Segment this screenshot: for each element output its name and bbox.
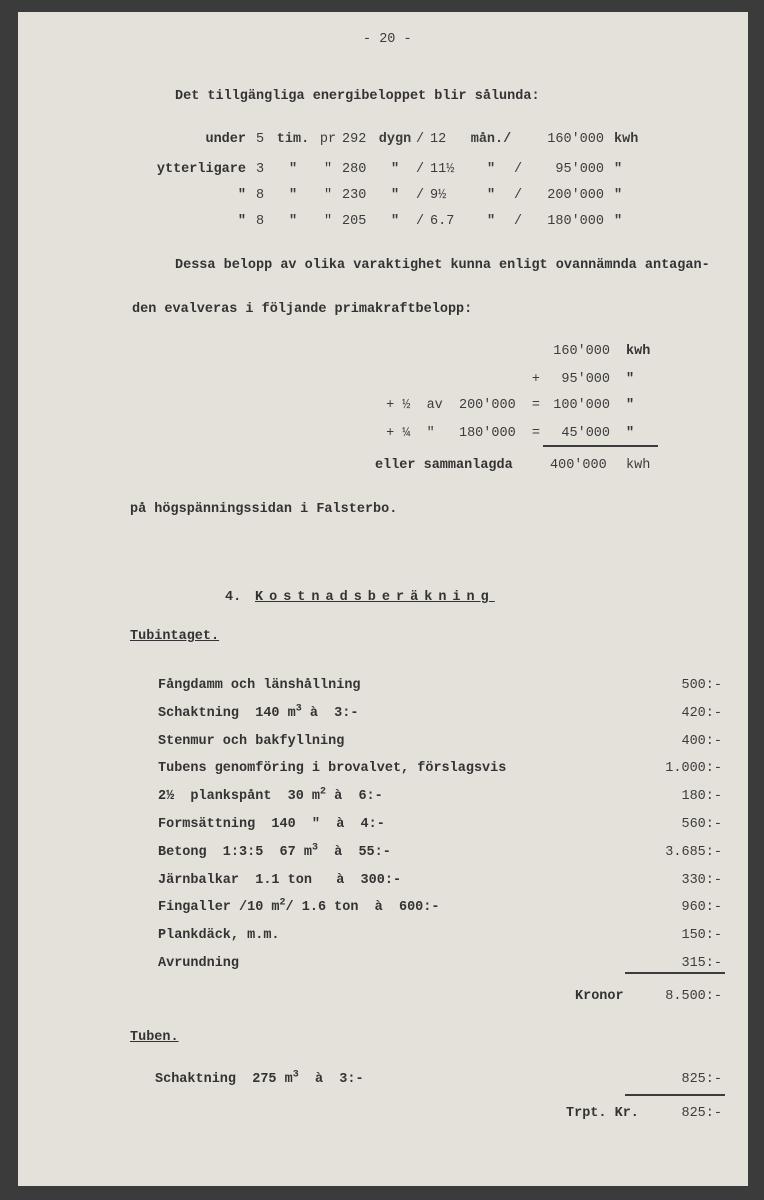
cost-item-text: à 3:- (298, 1072, 364, 1087)
sum-operand: + ¼ " 180'000 = (386, 426, 540, 441)
subheading-tuben: Tuben. (130, 1030, 179, 1045)
cost-item-amount: 3.685:- (665, 844, 722, 860)
sum-value: 45'000 (561, 426, 610, 441)
pr: pr (319, 132, 337, 147)
hours-unit: " (288, 162, 298, 177)
days: 292 (342, 132, 367, 147)
months-unit: " (486, 162, 496, 177)
cost-item-text: Betong 1:3:5 67 m (158, 844, 312, 860)
unit-exponent: 3 (292, 1069, 299, 1081)
days-unit: " (390, 188, 400, 203)
kwh-value: 160'000 (547, 132, 604, 147)
months: 12 (430, 132, 447, 147)
sum-value: 95'000 (561, 372, 610, 387)
cost-item-desc (158, 734, 344, 750)
pr: " (323, 162, 333, 177)
pr: " (323, 188, 333, 203)
cost-item-amount: 1.000:- (665, 761, 722, 777)
cost-item-amount: 825:- (681, 1072, 722, 1087)
cost-item-text: / 1.6 ton à 600:- (285, 900, 440, 916)
kwh-unit: " (614, 188, 623, 203)
row-label: under (205, 132, 246, 147)
carry-label: Trpt. Kr. (566, 1106, 639, 1121)
row-label: " (237, 188, 246, 203)
slash: / (514, 188, 523, 203)
cost-item-text: à 6:- (326, 789, 383, 805)
cost-item-amount: 560:- (681, 817, 722, 832)
sum-value: 100'000 (553, 398, 610, 413)
sum-operand: + ½ av 200'000 = (386, 398, 540, 413)
months-unit: " (486, 188, 496, 203)
slash: / (416, 188, 425, 203)
cost-item-desc (158, 842, 391, 861)
months-unit: " (486, 214, 496, 229)
paragraph-line: den evalveras i följande primakraftbelopp: (132, 302, 473, 317)
section-number: 4. (225, 590, 242, 605)
slash: / (514, 214, 523, 229)
cost-item-text: à 55:- (317, 844, 391, 860)
unit-exponent: 2 (279, 897, 286, 909)
sum-value: 160'000 (553, 344, 610, 359)
months: 9½ (430, 188, 447, 203)
cost-item-desc (158, 786, 383, 805)
cost-item-text: Fångdamm och länshållning (158, 678, 361, 693)
cost-item-desc (158, 956, 239, 972)
cost-item-text: Schaktning 275 m (155, 1072, 293, 1087)
sum-operand: + (531, 372, 540, 387)
cost-item-text: Formsättning 140 " à 4:- (158, 817, 385, 832)
cost-item-desc (158, 817, 385, 833)
hours: 3 (256, 162, 265, 177)
page-number: - 20 - (363, 32, 412, 47)
kwh-value: 200'000 (547, 188, 604, 203)
hours-unit: " (288, 188, 298, 203)
sum-underline (543, 445, 658, 447)
months: 11½ (430, 162, 455, 177)
cost-item-text: Plankdäck, m.m. (158, 928, 280, 944)
energy-table-row (140, 162, 648, 178)
days-unit: " (390, 162, 400, 177)
cost-item-desc (155, 1069, 364, 1088)
kwh-value: 95'000 (555, 162, 604, 177)
hours-unit: " (288, 214, 298, 229)
cost-item-amount: 960:- (681, 900, 722, 916)
kwh-value: 180'000 (547, 214, 604, 229)
sum-unit: " (626, 426, 635, 441)
hours: 8 (256, 214, 265, 229)
section-title: Kostnadsberäkning (255, 590, 495, 605)
kwh-unit: kwh (614, 132, 639, 147)
subtotal-value: 8.500:- (665, 989, 722, 1004)
cost-item-amount: 420:- (681, 705, 722, 721)
cost-item-text: Järnbalkar 1.1 ton à 300:- (158, 872, 402, 888)
tuben-underline (625, 1094, 725, 1096)
kwh-unit: " (614, 162, 623, 177)
slash: / (416, 214, 425, 229)
subheading-tubintaget: Tubintaget. (130, 629, 220, 644)
pr: " (323, 214, 333, 229)
slash: / (416, 132, 425, 147)
paragraph-line: på högspänningssidan i Falsterbo. (130, 502, 398, 517)
months: 6.7 (430, 214, 455, 229)
cost-item-amount: 150:- (681, 928, 722, 944)
cost-item-text: à 3:- (301, 705, 359, 721)
cost-item-amount: 500:- (681, 678, 722, 693)
subtotal-label: Kronor (575, 989, 624, 1004)
energy-table-row (140, 132, 648, 148)
cost-item-amount: 400:- (681, 733, 722, 749)
cost-item-amount: 180:- (681, 789, 722, 805)
cost-item-text: Tubens genomföring i brovalvet, förslagsvis (158, 761, 507, 777)
cost-item-desc (158, 703, 359, 722)
energy-table-row (140, 214, 648, 230)
cost-item-amount: 330:- (681, 872, 722, 888)
days-unit: dygn (378, 132, 412, 147)
cost-item-desc (158, 678, 361, 694)
cost-item-text: Stenmur och bakfyllning (158, 733, 345, 749)
unit-exponent: 2 (320, 786, 327, 798)
total-unit: kwh (626, 458, 651, 473)
cost-item-desc (158, 928, 280, 944)
days-unit: " (390, 214, 400, 229)
cost-item-desc (158, 873, 401, 889)
total-value: 400'000 (550, 458, 607, 473)
hours: 8 (256, 188, 265, 203)
sum-unit: " (626, 398, 635, 413)
cost-item-text: 2½ plankspånt 30 m (158, 789, 321, 805)
items-underline (625, 972, 725, 974)
intro-text: Det tillgängliga energibeloppet blir sålunda: (175, 89, 540, 104)
slash: / (416, 162, 425, 177)
days: 230 (342, 188, 367, 203)
unit-exponent: 3 (311, 842, 318, 854)
paragraph-line: Dessa belopp av olika varaktighet kunna enligt ovannämnda antagan- (175, 258, 710, 273)
hours-unit: tim. (276, 132, 310, 147)
sum-unit: kwh (626, 344, 651, 359)
slash: / (514, 162, 523, 177)
days: 280 (342, 162, 367, 177)
cost-item-desc (158, 761, 506, 777)
cost-item-text: Fingaller /10 m (158, 900, 280, 916)
energy-table-row (140, 188, 648, 204)
hours: 5 (256, 132, 265, 147)
kwh-unit: " (614, 214, 623, 229)
cost-item-amount: 315:- (681, 956, 722, 971)
sum-unit: " (626, 372, 635, 387)
unit-exponent: 3 (295, 703, 302, 715)
row-label: ytterligare (156, 162, 246, 177)
months-unit: mån./ (470, 132, 512, 147)
days: 205 (342, 214, 367, 229)
row-label: " (237, 214, 246, 229)
total-label: eller sammanlagda (375, 458, 513, 473)
cost-item-text: Schaktning 140 m (158, 705, 296, 721)
cost-item-text: Avrundning (158, 956, 240, 971)
cost-item-desc (158, 897, 440, 916)
carry-value: 825:- (681, 1106, 722, 1121)
